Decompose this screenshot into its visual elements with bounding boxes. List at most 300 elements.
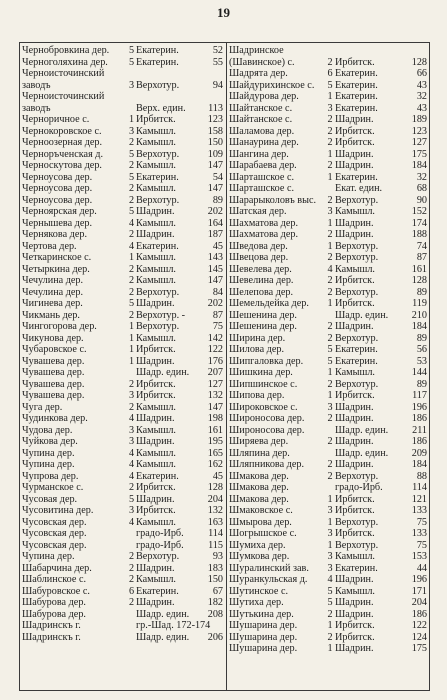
settlement-name: Шушарина дер.	[229, 620, 298, 631]
district-number: 2	[128, 286, 135, 298]
volost-name: Камышл.	[136, 160, 176, 171]
settlement-name: Шогрышское с.	[229, 528, 297, 539]
page-reference: 164	[207, 217, 223, 229]
volost-name: Шадр. един.	[136, 608, 190, 620]
list-item	[22, 195, 223, 207]
page-reference: 89	[416, 378, 427, 390]
page-number: 19	[217, 5, 230, 20]
list-item	[22, 574, 223, 586]
page-reference: 90	[416, 194, 427, 206]
district-number: 2	[327, 470, 333, 482]
page-reference: 75	[212, 321, 223, 332]
settlement-name: Шилова дер.	[229, 344, 284, 355]
volost-name: Камышл.	[335, 263, 375, 275]
page-reference: 209	[411, 447, 427, 459]
volost-name: Верхотур.	[335, 286, 379, 298]
list-item	[229, 241, 427, 253]
volost-name: Верхотур.	[136, 194, 180, 206]
district-number: 1	[327, 240, 333, 252]
district-number: 5	[128, 45, 135, 56]
page-reference: 184	[411, 160, 427, 171]
settlement-name: Чупина дер.	[22, 447, 75, 459]
district-number: 6	[327, 68, 333, 79]
page-reference: 84	[212, 286, 223, 298]
settlement-name: Шешенина дер.	[229, 309, 297, 321]
volost-name: Шадрин.	[335, 413, 374, 424]
volost-name: Шадрин.	[335, 229, 374, 240]
volost-name: Шадрин.	[136, 355, 175, 367]
volost-name: Шадр. един.	[335, 424, 389, 436]
list-item	[229, 264, 427, 276]
volost-name: Шадрин.	[136, 562, 175, 574]
volost-name: Ирбитск.	[335, 125, 375, 137]
settlement-name: Чубаровское с.	[22, 344, 87, 355]
list-item	[229, 195, 427, 207]
page-reference: 75	[416, 539, 427, 551]
volost-name: Ирбитск.	[335, 493, 375, 505]
volost-name: Камышл.	[136, 447, 176, 459]
page-reference: 188	[411, 229, 427, 240]
district-number: 1	[327, 91, 333, 102]
list-item	[229, 586, 427, 598]
district-number: 5	[327, 355, 333, 367]
district-number: 5	[327, 585, 333, 597]
list-item	[229, 229, 427, 241]
district-number: 6	[128, 585, 135, 597]
page-reference: 189	[411, 114, 427, 125]
list-item	[22, 298, 223, 310]
right-column	[229, 45, 427, 655]
list-item	[229, 540, 427, 552]
volost-name: Ирбитск.	[136, 390, 176, 401]
volost-name: Шадрин.	[136, 493, 175, 505]
district-number: 5	[128, 298, 135, 309]
volost-name: Верхотур.	[335, 516, 379, 528]
volost-name: Ирбитск.	[335, 390, 375, 401]
district-number: 1	[128, 321, 135, 332]
volost-name: Камышл.	[335, 551, 375, 562]
column-divider	[226, 42, 227, 691]
settlement-name: Чуйкова дер.	[22, 436, 78, 447]
list-item	[229, 298, 427, 310]
district-number: 1	[128, 252, 135, 263]
list-item	[22, 252, 223, 264]
page-reference: 174	[411, 217, 427, 229]
district-number: 2	[128, 378, 135, 390]
district-number: 2	[327, 275, 333, 286]
list-item	[22, 517, 223, 529]
page-reference: 211	[412, 424, 427, 436]
list-item	[229, 609, 427, 621]
volost-name: Камышл.	[136, 137, 176, 148]
list-item	[22, 68, 223, 91]
settlement-name: Шушарина дер.	[229, 631, 298, 643]
list-item	[229, 287, 427, 299]
settlement-name: Шляпникова дер.	[229, 459, 305, 470]
district-number: 5	[128, 171, 135, 183]
settlement-name: Шешенина дер.	[229, 321, 297, 332]
settlement-name: Шмакова дер.	[229, 493, 289, 505]
settlement-name: Чикунова дер.	[22, 332, 84, 344]
district-number: 2	[327, 114, 333, 125]
settlement-name: Шляпина дер.	[229, 447, 290, 459]
list-item	[22, 505, 223, 517]
district-number: 2	[128, 574, 135, 585]
settlement-name: Шмакова дер.	[229, 482, 289, 493]
district-number: 2	[327, 252, 333, 263]
page-reference: 202	[207, 206, 223, 217]
list-item	[22, 264, 223, 276]
district-number: 1	[327, 493, 333, 505]
page-reference: 43	[416, 102, 427, 114]
page-reference: 55	[212, 56, 223, 68]
settlement-name: Шаламова дер.	[229, 125, 295, 137]
list-item	[22, 586, 223, 598]
settlement-name: Шарташское с.	[229, 171, 295, 183]
page-reference: 144	[411, 367, 427, 378]
district-number: 3	[128, 125, 135, 137]
volost-name: Шадр. един.	[136, 631, 190, 643]
district-number: 1	[327, 367, 333, 378]
list-item	[229, 448, 427, 460]
district-number: 2	[327, 459, 333, 470]
volost-name: Екатерин.	[335, 171, 378, 183]
list-item	[229, 471, 427, 483]
district-number: 4	[327, 263, 333, 275]
volost-name: Верхотур.	[136, 286, 180, 298]
list-item	[22, 425, 223, 437]
settlement-name: Черноричное с.	[22, 114, 90, 125]
volost-name: Камышл.	[136, 252, 176, 263]
district-number: 4	[128, 447, 135, 459]
volost-name: Камышл.	[136, 401, 176, 413]
volost-name: Верхотур.	[136, 148, 180, 160]
settlement-name: Чуга дер.	[22, 401, 63, 413]
list-item	[22, 551, 223, 563]
list-item	[22, 160, 223, 172]
list-item	[229, 103, 427, 115]
page-reference: 204	[411, 597, 427, 608]
page-reference: 183	[207, 562, 223, 574]
district-number: 2	[327, 413, 333, 424]
district-number: 1	[128, 114, 135, 125]
page-reference: 75	[416, 516, 427, 528]
settlement-name: Шарарыколовъ выс.	[229, 194, 317, 206]
list-item	[22, 632, 223, 644]
district-number: 2	[128, 263, 135, 275]
list-item	[22, 45, 223, 57]
list-item	[22, 528, 223, 540]
page-reference: 54	[212, 171, 223, 183]
volost-name: Шадрин.	[335, 436, 374, 447]
district-number: 1	[327, 298, 333, 309]
district-number: 1	[327, 539, 333, 551]
list-item	[22, 448, 223, 460]
settlement-name: Шангина дер.	[229, 148, 289, 160]
settlement-name: Шабурова дер.	[22, 597, 86, 608]
settlement-name: Шахматова дер.	[229, 217, 299, 229]
page-reference: 121	[411, 493, 427, 505]
page-reference: 175	[411, 148, 427, 160]
page-reference: 122	[207, 344, 223, 355]
settlement-name: Черноисточинский заводъ	[22, 91, 105, 114]
district-number: 2	[128, 562, 135, 574]
volost-name: Шадрин.	[136, 597, 175, 608]
volost-name: Ирбитск.	[136, 344, 176, 355]
volost-name: Ирбитск.	[136, 378, 176, 390]
volost-name: Камышл.	[136, 424, 176, 436]
settlement-name: Шабурова дер.	[22, 608, 86, 620]
volost-name: Шадрин.	[335, 574, 374, 585]
district-number: 3	[128, 79, 135, 91]
district-number: 2	[128, 275, 135, 286]
volost-name: Верх. един.	[136, 102, 186, 114]
list-item	[229, 379, 427, 391]
list-item	[22, 436, 223, 448]
district-number: 1	[327, 217, 333, 229]
district-number: 4	[128, 459, 135, 470]
district-number: 3	[128, 505, 135, 516]
list-item	[22, 379, 223, 391]
list-item	[229, 632, 427, 644]
settlement-name: Шадринскъ г.	[22, 620, 81, 631]
district-number: 2	[128, 194, 135, 206]
settlement-name: Шмакова дер.	[229, 470, 289, 482]
volost-name: Екатерин.	[136, 171, 179, 183]
volost-name: Камышл.	[136, 263, 176, 275]
volost-name: Верхотур.	[335, 470, 379, 482]
page-reference: 93	[212, 551, 223, 562]
volost-name: Верхотур.	[136, 551, 180, 562]
district-number: 4	[128, 413, 135, 424]
volost-name: Шадрин.	[335, 643, 374, 654]
settlement-name: Широносова дер.	[229, 413, 305, 424]
list-item	[229, 137, 427, 149]
district-number: 2	[128, 597, 135, 608]
settlement-name: Черноисточинский заводъ	[22, 68, 105, 91]
district-number: 1	[327, 171, 333, 183]
volost-name: Верхотур.	[335, 332, 379, 344]
page-reference: 152	[411, 206, 427, 217]
volost-name: Екатерин.	[335, 91, 378, 102]
page-reference: 87	[416, 252, 427, 263]
volost-name: гр.-Шад. 172-174	[136, 620, 211, 631]
settlement-name: Шабарчина дер.	[22, 562, 92, 574]
volost-name: Ирбитск.	[335, 631, 375, 643]
settlement-name: Чусовая дер.	[22, 493, 78, 505]
list-item	[229, 367, 427, 379]
page-reference: 127	[207, 378, 223, 390]
list-item	[229, 436, 427, 448]
page-reference: 133	[411, 505, 427, 516]
district-number: 2	[128, 160, 135, 171]
settlement-name: Чурманское с.	[22, 482, 84, 493]
settlement-name: Шмаковское с.	[229, 505, 293, 516]
settlement-name: Чусовитина дер.	[22, 505, 94, 516]
list-item	[22, 183, 223, 195]
volost-name: Екат. един.	[335, 183, 383, 194]
page-reference: 89	[416, 332, 427, 344]
settlement-name: Шахматова дер.	[229, 229, 299, 240]
district-number: 2	[128, 482, 135, 493]
page-reference: 113	[208, 102, 223, 114]
page-reference: 127	[411, 137, 427, 148]
volost-name: Шадр. един.	[335, 447, 389, 459]
page-reference: 207	[207, 367, 223, 378]
page-reference: 45	[212, 470, 223, 482]
district-number: 2	[327, 631, 333, 643]
page-reference: 176	[207, 355, 223, 367]
district-number: 2	[128, 309, 135, 321]
settlement-name: Чувашева дер.	[22, 390, 85, 401]
list-item	[229, 172, 427, 184]
page-reference: 162	[207, 459, 223, 470]
settlement-name: Чупина дер.	[22, 551, 75, 562]
page-reference: 128	[411, 275, 427, 286]
list-item	[229, 206, 427, 218]
volost-name: Шадрин.	[136, 229, 175, 240]
volost-name: Верхотур.	[136, 321, 180, 332]
district-number: 1	[327, 148, 333, 160]
volost-name: градо-Ирб.	[136, 528, 184, 539]
page-reference: 196	[411, 401, 427, 413]
volost-name: Ирбитск.	[136, 505, 176, 516]
district-number: 2	[128, 183, 135, 194]
page-reference: 52	[212, 45, 223, 56]
settlement-name: Чупрова дер.	[22, 470, 79, 482]
volost-name: Шадрин.	[136, 206, 175, 217]
settlement-name: Черноусова дер.	[22, 194, 93, 206]
page-reference: 147	[207, 183, 223, 194]
list-item	[22, 540, 223, 552]
volost-name: Камышл.	[335, 585, 375, 597]
list-item	[22, 597, 223, 609]
settlement-name: Шадринское (Шавинское) с.	[229, 45, 295, 68]
page-reference: 114	[412, 482, 427, 493]
district-number: 2	[327, 321, 333, 332]
district-number: 3	[327, 562, 333, 574]
list-item	[229, 68, 427, 80]
district-number: 2	[327, 286, 333, 298]
page-reference: 115	[208, 539, 223, 551]
volost-name: Камышл.	[136, 574, 176, 585]
list-item	[229, 252, 427, 264]
settlement-name: Чувашева дер.	[22, 367, 85, 378]
settlement-name: Чернобровкина дер.	[22, 45, 110, 56]
list-item	[229, 333, 427, 345]
volost-name: Верхотур.	[136, 79, 180, 91]
page-reference: 128	[207, 482, 223, 493]
volost-name: Камышл.	[136, 183, 176, 194]
page-reference: 45	[212, 240, 223, 252]
volost-name: Екатерин.	[136, 470, 179, 482]
list-item	[22, 402, 223, 414]
page-reference: 171	[411, 585, 427, 597]
settlement-name: Чигинева дер.	[22, 298, 83, 309]
settlement-name: Чертова дер.	[22, 240, 77, 252]
settlement-name: Шведова дер.	[229, 240, 288, 252]
settlement-name: Черноскутова дер.	[22, 160, 102, 171]
settlement-name: Шайтанское с.	[229, 114, 293, 125]
settlement-name: Шумиха дер.	[229, 539, 286, 551]
page-reference: 117	[412, 390, 427, 401]
page-reference: 150	[207, 137, 223, 148]
volost-name: Екатерин.	[335, 344, 378, 355]
settlement-name: Шайтанское с.	[229, 102, 293, 114]
volost-name: Камышл.	[136, 125, 176, 137]
page-reference: 202	[207, 298, 223, 309]
list-item	[229, 126, 427, 138]
page-reference: 109	[207, 148, 223, 160]
district-number: 2	[327, 160, 333, 171]
district-number: 3	[128, 390, 135, 401]
district-number: 2	[327, 56, 333, 68]
page-reference: 210	[411, 309, 427, 321]
district-number: 5	[327, 344, 333, 355]
settlement-name: Черноярская дер.	[22, 206, 97, 217]
page-reference: 163	[207, 516, 223, 528]
list-item	[22, 609, 223, 621]
volost-name: Шадрин.	[335, 217, 374, 229]
settlement-name: Шутькина дер.	[229, 608, 294, 620]
page-reference: 87	[212, 309, 223, 321]
settlement-name: Шушарина дер.	[229, 643, 298, 654]
list-item	[22, 287, 223, 299]
volost-name: Шадр. един.	[136, 367, 190, 378]
settlement-name: Шипова дер.	[229, 390, 285, 401]
page-reference: 161	[207, 424, 223, 436]
district-number: 3	[327, 551, 333, 562]
page-reference: 133	[411, 528, 427, 539]
page-reference: 158	[207, 125, 223, 137]
settlement-name: Чупина дер.	[22, 459, 75, 470]
settlement-name: Шанаурина дер.	[229, 137, 299, 148]
settlement-name: Чечулина дер.	[22, 275, 84, 286]
settlement-name: Шутиха дер.	[229, 597, 284, 608]
settlement-name: Чусовская дер.	[22, 539, 87, 551]
district-number: 5	[327, 79, 333, 91]
list-item	[22, 137, 223, 149]
settlement-name: Шуралинский зав.	[229, 562, 309, 574]
settlement-name: Шадрята дер.	[229, 68, 288, 79]
volost-name: Екатерин.	[335, 68, 378, 79]
list-item	[22, 206, 223, 218]
settlement-name: Черноголяхина дер.	[22, 56, 108, 68]
settlement-name: Черноръченская д.	[22, 148, 104, 160]
district-number: 2	[327, 436, 333, 447]
volost-name: Ирбитск.	[335, 137, 375, 148]
volost-name: Шадрин.	[335, 597, 374, 608]
list-item	[229, 482, 427, 494]
volost-name: градо-Ирб.	[335, 482, 383, 493]
list-item	[229, 413, 427, 425]
district-number: 5	[327, 597, 333, 608]
district-number: 3	[128, 436, 135, 447]
list-item	[229, 160, 427, 172]
settlement-name: Шевелева дер.	[229, 263, 292, 275]
volost-name: Камышл.	[136, 275, 176, 286]
list-item	[22, 344, 223, 356]
list-item	[22, 413, 223, 425]
volost-name: Екатерин.	[335, 79, 378, 91]
page-reference: 123	[207, 114, 223, 125]
list-item	[229, 45, 427, 68]
list-item	[229, 91, 427, 103]
settlement-name: Шмырова дер.	[229, 516, 292, 528]
list-item	[229, 551, 427, 563]
volost-name: Верхотур.	[335, 240, 379, 252]
list-item	[22, 563, 223, 575]
